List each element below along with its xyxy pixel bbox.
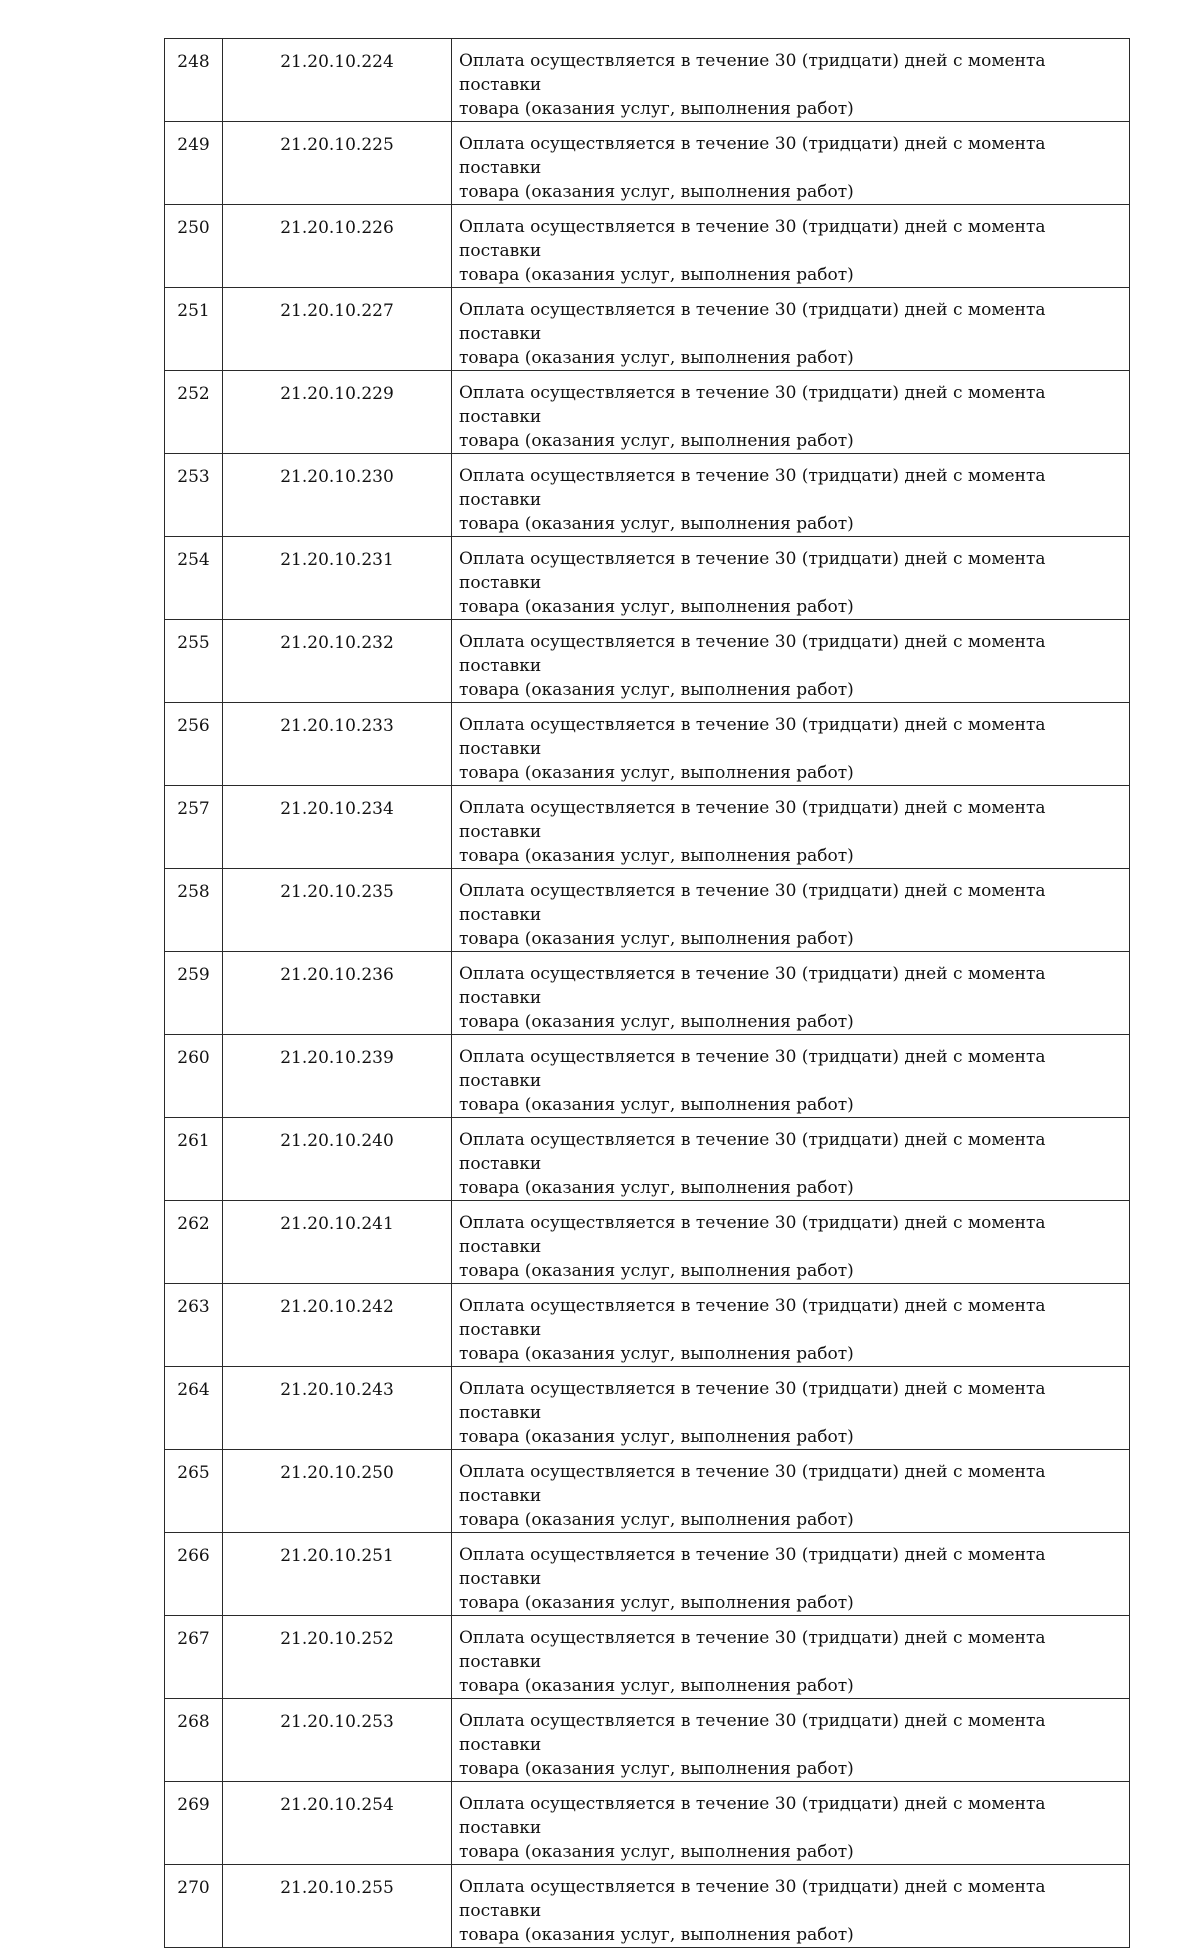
table-row [165, 869, 1130, 952]
table-row [165, 1450, 1130, 1533]
okpd-code-cell [223, 620, 452, 703]
row-number-cell [165, 371, 223, 454]
payment-terms-line-2: товара (оказания услуг, выполнения работ) [459, 514, 854, 534]
table-row [165, 1533, 1130, 1616]
payment-terms-line-1: Оплата осуществляется в течение 30 (тридцати) дней с момента поставки [459, 1130, 1046, 1174]
okpd-code: 21.20.10.240 [280, 1131, 394, 1151]
payment-terms-cell [452, 1035, 1130, 1118]
payment-terms-line-2: товара (оказания услуг, выполнения работ) [459, 1676, 854, 1696]
table-row [165, 786, 1130, 869]
row-number-cell [165, 454, 223, 537]
row-number: 270 [177, 1878, 210, 1898]
payment-terms-line-2: товара (оказания услуг, выполнения работ) [459, 1427, 854, 1447]
table-row [165, 1035, 1130, 1118]
payment-terms-cell [452, 1616, 1130, 1699]
payment-terms-cell [452, 454, 1130, 537]
row-number-cell [165, 703, 223, 786]
payment-terms-line-1: Оплата осуществляется в течение 30 (тридцати) дней с момента поставки [459, 715, 1046, 759]
okpd-code: 21.20.10.231 [280, 550, 394, 570]
payment-terms-cell [452, 122, 1130, 205]
okpd-code: 21.20.10.226 [280, 218, 394, 238]
payment-terms-cell [452, 1367, 1130, 1450]
okpd-code-cell [223, 786, 452, 869]
payment-terms-cell [452, 537, 1130, 620]
table-row [165, 454, 1130, 537]
payment-terms-cell [452, 1284, 1130, 1367]
payment-terms-table [164, 38, 1130, 1948]
okpd-code: 21.20.10.232 [280, 633, 394, 653]
payment-terms-line-1: Оплата осуществляется в течение 30 (тридцати) дней с момента поставки [459, 964, 1046, 1008]
table-row [165, 205, 1130, 288]
payment-terms-line-1: Оплата осуществляется в течение 30 (тридцати) дней с момента поставки [459, 466, 1046, 510]
okpd-code-cell [223, 205, 452, 288]
payment-terms-cell [452, 288, 1130, 371]
row-number: 250 [177, 218, 210, 238]
row-number-cell [165, 1699, 223, 1782]
okpd-code-cell [223, 1616, 452, 1699]
okpd-code-cell [223, 288, 452, 371]
okpd-code: 21.20.10.255 [280, 1878, 394, 1898]
row-number-cell [165, 1035, 223, 1118]
okpd-code-cell [223, 122, 452, 205]
okpd-code: 21.20.10.253 [280, 1712, 394, 1732]
okpd-code: 21.20.10.250 [280, 1463, 394, 1483]
okpd-code-cell [223, 869, 452, 952]
payment-terms-line-1: Оплата осуществляется в течение 30 (тридцати) дней с момента поставки [459, 1711, 1046, 1755]
row-number: 248 [177, 52, 210, 72]
row-number-cell [165, 1533, 223, 1616]
row-number: 254 [177, 550, 210, 570]
payment-terms-line-1: Оплата осуществляется в течение 30 (тридцати) дней с момента поставки [459, 1545, 1046, 1589]
okpd-code-cell [223, 1865, 452, 1948]
table-row [165, 952, 1130, 1035]
payment-terms-line-2: товара (оказания услуг, выполнения работ) [459, 1510, 854, 1530]
payment-terms-line-2: товара (оказания услуг, выполнения работ) [459, 1095, 854, 1115]
row-number: 262 [177, 1214, 210, 1234]
table-row [165, 537, 1130, 620]
okpd-code-cell [223, 39, 452, 122]
payment-terms-cell [452, 1699, 1130, 1782]
payment-terms-line-2: товара (оказания услуг, выполнения работ) [459, 763, 854, 783]
row-number: 269 [177, 1795, 210, 1815]
okpd-code-cell [223, 1533, 452, 1616]
okpd-code: 21.20.10.239 [280, 1048, 394, 1068]
payment-terms-line-1: Оплата осуществляется в течение 30 (тридцати) дней с момента поставки [459, 1047, 1046, 1091]
table-row [165, 1865, 1130, 1948]
payment-terms-line-2: товара (оказания услуг, выполнения работ) [459, 1344, 854, 1364]
table-row [165, 1616, 1130, 1699]
okpd-code-cell [223, 1035, 452, 1118]
row-number: 258 [177, 882, 210, 902]
table-row [165, 620, 1130, 703]
payment-terms-line-1: Оплата осуществляется в течение 30 (тридцати) дней с момента поставки [459, 134, 1046, 178]
payment-terms-line-1: Оплата осуществляется в течение 30 (тридцати) дней с момента поставки [459, 217, 1046, 261]
payment-terms-line-1: Оплата осуществляется в течение 30 (тридцати) дней с момента поставки [459, 1794, 1046, 1838]
table-row [165, 39, 1130, 122]
row-number: 260 [177, 1048, 210, 1068]
table-row [165, 703, 1130, 786]
payment-terms-line-1: Оплата осуществляется в течение 30 (тридцати) дней с момента поставки [459, 1628, 1046, 1672]
okpd-code-cell [223, 1782, 452, 1865]
payment-terms-cell [452, 39, 1130, 122]
payment-terms-line-2: товара (оказания услуг, выполнения работ) [459, 99, 854, 119]
row-number-cell [165, 288, 223, 371]
row-number-cell [165, 1450, 223, 1533]
payment-terms-cell [452, 952, 1130, 1035]
payment-terms-line-1: Оплата осуществляется в течение 30 (тридцати) дней с момента поставки [459, 51, 1046, 95]
payment-terms-cell [452, 1201, 1130, 1284]
row-number-cell [165, 205, 223, 288]
payment-terms-cell [452, 371, 1130, 454]
table-body [165, 39, 1130, 1948]
okpd-code: 21.20.10.235 [280, 882, 394, 902]
row-number-cell [165, 1616, 223, 1699]
row-number: 256 [177, 716, 210, 736]
okpd-code: 21.20.10.242 [280, 1297, 394, 1317]
row-number-cell [165, 869, 223, 952]
table-row [165, 1201, 1130, 1284]
okpd-code: 21.20.10.236 [280, 965, 394, 985]
okpd-code: 21.20.10.243 [280, 1380, 394, 1400]
table-row [165, 1118, 1130, 1201]
payment-terms-cell [452, 620, 1130, 703]
payment-terms-cell [452, 869, 1130, 952]
payment-terms-line-2: товара (оказания услуг, выполнения работ) [459, 846, 854, 866]
okpd-code: 21.20.10.227 [280, 301, 394, 321]
payment-terms-line-2: товара (оказания услуг, выполнения работ) [459, 1012, 854, 1032]
okpd-code-cell [223, 371, 452, 454]
payment-terms-cell [452, 786, 1130, 869]
row-number: 263 [177, 1297, 210, 1317]
row-number-cell [165, 952, 223, 1035]
okpd-code: 21.20.10.252 [280, 1629, 394, 1649]
table-row [165, 1284, 1130, 1367]
table-row [165, 122, 1130, 205]
payment-terms-cell [452, 703, 1130, 786]
row-number: 261 [177, 1131, 210, 1151]
row-number-cell [165, 537, 223, 620]
payment-terms-line-1: Оплата осуществляется в течение 30 (тридцати) дней с момента поставки [459, 300, 1046, 344]
payment-terms-line-2: товара (оказания услуг, выполнения работ) [459, 431, 854, 451]
okpd-code: 21.20.10.241 [280, 1214, 394, 1234]
row-number: 251 [177, 301, 210, 321]
payment-terms-line-1: Оплата осуществляется в течение 30 (тридцати) дней с момента поставки [459, 383, 1046, 427]
payment-terms-line-2: товара (оказания услуг, выполнения работ) [459, 929, 854, 949]
row-number-cell [165, 1782, 223, 1865]
okpd-code: 21.20.10.224 [280, 52, 394, 72]
payment-terms-line-2: товара (оказания услуг, выполнения работ) [459, 597, 854, 617]
row-number-cell [165, 1865, 223, 1948]
payment-terms-line-2: товара (оказания услуг, выполнения работ) [459, 680, 854, 700]
payment-terms-line-2: товара (оказания услуг, выполнения работ) [459, 182, 854, 202]
payment-terms-line-2: товара (оказания услуг, выполнения работ) [459, 1593, 854, 1613]
okpd-code-cell [223, 1699, 452, 1782]
okpd-code-cell [223, 1118, 452, 1201]
payment-terms-line-2: товара (оказания услуг, выполнения работ) [459, 1925, 854, 1945]
payment-terms-cell [452, 1533, 1130, 1616]
okpd-code-cell [223, 1201, 452, 1284]
row-number: 268 [177, 1712, 210, 1732]
row-number: 257 [177, 799, 210, 819]
row-number-cell [165, 122, 223, 205]
table-row [165, 371, 1130, 454]
okpd-code-cell [223, 703, 452, 786]
payment-terms-line-2: товара (оказания услуг, выполнения работ) [459, 1842, 854, 1862]
okpd-code-cell [223, 537, 452, 620]
okpd-code-cell [223, 1450, 452, 1533]
payment-terms-cell [452, 1118, 1130, 1201]
payment-terms-line-1: Оплата осуществляется в течение 30 (тридцати) дней с момента поставки [459, 549, 1046, 593]
payment-terms-line-1: Оплата осуществляется в течение 30 (тридцати) дней с момента поставки [459, 1296, 1046, 1340]
okpd-code: 21.20.10.233 [280, 716, 394, 736]
okpd-code: 21.20.10.254 [280, 1795, 394, 1815]
okpd-code-cell [223, 454, 452, 537]
row-number: 264 [177, 1380, 210, 1400]
row-number-cell [165, 620, 223, 703]
row-number: 259 [177, 965, 210, 985]
row-number-cell [165, 1118, 223, 1201]
payment-terms-line-1: Оплата осуществляется в течение 30 (тридцати) дней с момента поставки [459, 1877, 1046, 1921]
table-row [165, 1699, 1130, 1782]
payment-terms-line-1: Оплата осуществляется в течение 30 (тридцати) дней с момента поставки [459, 1462, 1046, 1506]
table-row [165, 1367, 1130, 1450]
okpd-code: 21.20.10.225 [280, 135, 394, 155]
payment-terms-line-2: товара (оказания услуг, выполнения работ) [459, 1759, 854, 1779]
table-row [165, 1782, 1130, 1865]
okpd-code: 21.20.10.234 [280, 799, 394, 819]
okpd-code-cell [223, 952, 452, 1035]
row-number: 266 [177, 1546, 210, 1566]
payment-terms-cell [452, 205, 1130, 288]
payment-terms-line-2: товара (оказания услуг, выполнения работ) [459, 265, 854, 285]
row-number: 265 [177, 1463, 210, 1483]
payment-terms-line-1: Оплата осуществляется в течение 30 (тридцати) дней с момента поставки [459, 632, 1046, 676]
okpd-code: 21.20.10.251 [280, 1546, 394, 1566]
okpd-code-cell [223, 1367, 452, 1450]
okpd-code-cell [223, 1284, 452, 1367]
payment-terms-line-1: Оплата осуществляется в течение 30 (тридцати) дней с момента поставки [459, 798, 1046, 842]
payment-terms-cell [452, 1782, 1130, 1865]
row-number: 249 [177, 135, 210, 155]
row-number-cell [165, 1284, 223, 1367]
row-number-cell [165, 786, 223, 869]
table-row [165, 288, 1130, 371]
row-number-cell [165, 1367, 223, 1450]
row-number-cell [165, 1201, 223, 1284]
payment-terms-line-2: товара (оказания услуг, выполнения работ) [459, 1261, 854, 1281]
payment-terms-line-2: товара (оказания услуг, выполнения работ) [459, 348, 854, 368]
row-number-cell [165, 39, 223, 122]
row-number: 255 [177, 633, 210, 653]
row-number: 252 [177, 384, 210, 404]
payment-terms-line-1: Оплата осуществляется в течение 30 (тридцати) дней с момента поставки [459, 1213, 1046, 1257]
payment-terms-line-1: Оплата осуществляется в течение 30 (тридцати) дней с момента поставки [459, 881, 1046, 925]
row-number: 253 [177, 467, 210, 487]
payment-terms-line-2: товара (оказания услуг, выполнения работ) [459, 1178, 854, 1198]
okpd-code: 21.20.10.230 [280, 467, 394, 487]
row-number: 267 [177, 1629, 210, 1649]
payment-terms-cell [452, 1450, 1130, 1533]
payment-terms-line-1: Оплата осуществляется в течение 30 (тридцати) дней с момента поставки [459, 1379, 1046, 1423]
okpd-code: 21.20.10.229 [280, 384, 394, 404]
payment-terms-cell [452, 1865, 1130, 1948]
